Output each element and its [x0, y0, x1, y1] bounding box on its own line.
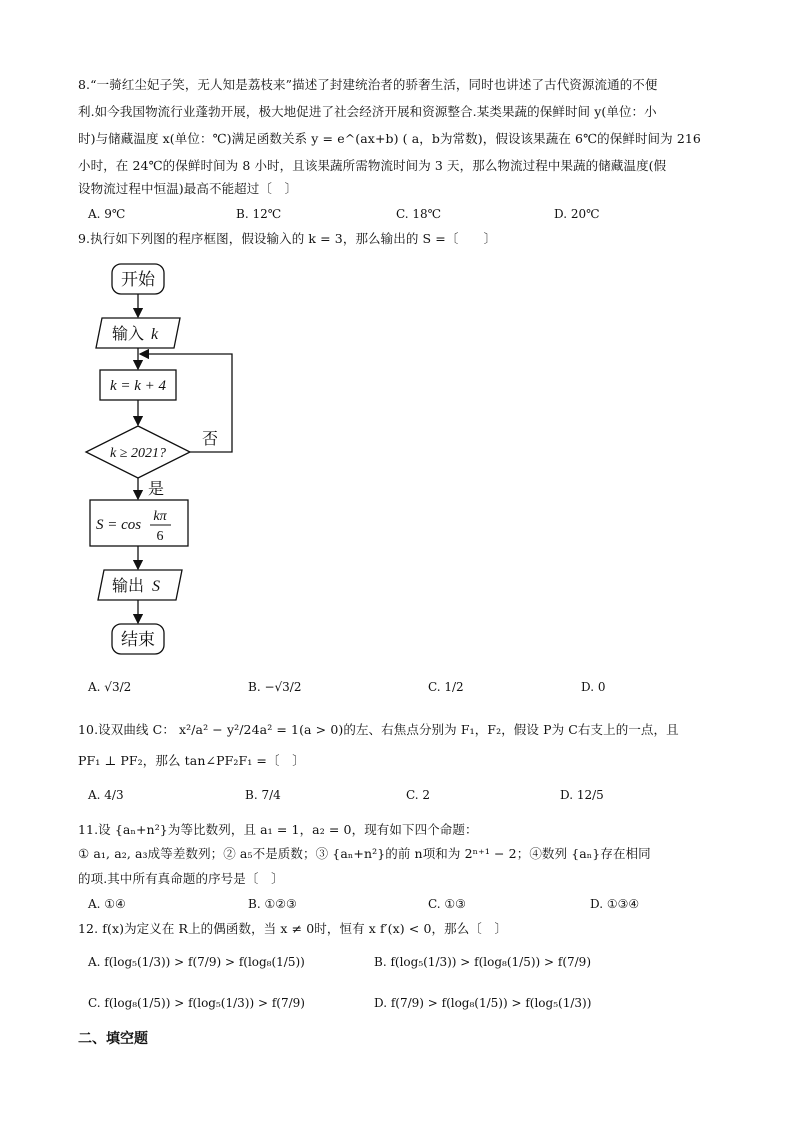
- q11-line3: 的项.其中所有真命题的序号是〔 〕: [78, 871, 284, 886]
- q8-line2: 利.如今我国物流行业蓬勃开展，极大地促进了社会经济开展和资源整合.某类果蔬的保鲜时间 y(单位：小: [78, 104, 657, 119]
- flow-decision-label: k ≥ 2021?: [110, 446, 166, 461]
- q12-line1: 12. f(x)为定义在 R上的偶函数，当 x ≠ 0时，恒有 x f′(x) < 0，那么〔 〕: [78, 921, 508, 936]
- flow-input-label: 输入: [112, 324, 145, 343]
- section-title: 二、填空题: [78, 1031, 148, 1047]
- q8-option-d: D. 20℃: [554, 207, 600, 221]
- q10-option-a: A. 4/3: [88, 788, 124, 802]
- q10-option-c: C. 2: [406, 788, 431, 802]
- q12-option-a: A. f(log₅(1/3)) > f(7/9) > f(log₈(1/5)): [88, 955, 305, 969]
- flowchart: [78, 258, 278, 660]
- q8-option-a: A. 9℃: [88, 207, 126, 221]
- q12-option-d: D. f(7/9) > f(log₈(1/5)) > f(log₅(1/3)): [374, 996, 592, 1010]
- q9-option-d: D. 0: [581, 680, 606, 694]
- q8-option-c: C. 18℃: [396, 207, 442, 221]
- q10-line1: 10.设双曲线 C： x²/a² − y²/24a² = 1(a > 0)的左、右焦点分别为 F₁，F₂，假设 P为 C右支上的一点，且: [78, 722, 679, 737]
- flow-start-label: 开始: [121, 270, 155, 290]
- flow-input-var: k: [151, 326, 159, 343]
- flow-yes-label: 是: [148, 479, 165, 498]
- flow-no-label: 否: [202, 429, 219, 448]
- flow-update-label: k = k + 4: [109, 378, 167, 394]
- q9-option-b: B. −√3/2: [248, 680, 302, 694]
- q10-option-b: B. 7/4: [245, 788, 281, 802]
- q10-option-d: D. 12/5: [560, 788, 604, 802]
- flow-assign-left: S = cos: [96, 517, 142, 533]
- q10-line2: PF₁ ⊥ PF₂，那么 tan∠PF₂F₁ =〔 〕: [78, 753, 305, 768]
- flow-assign-num: kπ: [153, 509, 167, 524]
- q11-line2: ① a₁, a₂, a₃成等差数列；② a₅不是质数；③ {aₙ+n²}的前 n项和为 2ⁿ⁺¹ − 2；④数列 {aₙ}存在相同: [78, 846, 651, 861]
- q11-option-d: D. ①③④: [590, 897, 640, 911]
- q8-line3: 时)与储藏温度 x(单位：℃)满足函数关系 y = e^(ax+b) ( a，b为常数)，假设该果蔬在 6℃的保鲜时间为 216: [78, 131, 701, 146]
- q11-option-a: A. ①④: [88, 897, 126, 911]
- flow-output-var: S: [152, 578, 160, 595]
- q11-line1: 11.设 {aₙ+n²}为等比数列，且 a₁ = 1，a₂ = 0，现有如下四个命题：: [78, 822, 478, 837]
- q9-text: 9.执行如下列图的程序框图，假设输入的 k = 3，那么输出的 S =〔 〕: [78, 231, 497, 246]
- q9-option-a: A. √3/2: [88, 680, 132, 694]
- q8-line4: 小时，在 24℃的保鲜时间为 8 小时，且该果蔬所需物流时间为 3 天，那么物流过程中果蔬的储藏温度(假: [78, 158, 667, 173]
- q11-option-c: C. ①③: [428, 897, 466, 911]
- flow-assign-den: 6: [156, 529, 164, 544]
- q8-line1: 8.“一骑红尘妃子笑，无人知是荔枝来”描述了封建统治者的骄奢生活，同时也讲述了古代资源流通的不便: [78, 77, 658, 92]
- flow-end-label: 结束: [121, 630, 155, 650]
- flow-output-label: 输出: [112, 576, 145, 595]
- q8-option-b: B. 12℃: [236, 207, 282, 221]
- q8-line5: 设物流过程中恒温)最高不能超过〔 〕: [78, 181, 298, 196]
- q11-option-b: B. ①②③: [248, 897, 297, 911]
- q9-option-c: C. 1/2: [428, 680, 464, 694]
- q12-option-c: C. f(log₈(1/5)) > f(log₅(1/3)) > f(7/9): [88, 996, 305, 1010]
- q12-option-b: B. f(log₅(1/3)) > f(log₈(1/5)) > f(7/9): [374, 955, 592, 969]
